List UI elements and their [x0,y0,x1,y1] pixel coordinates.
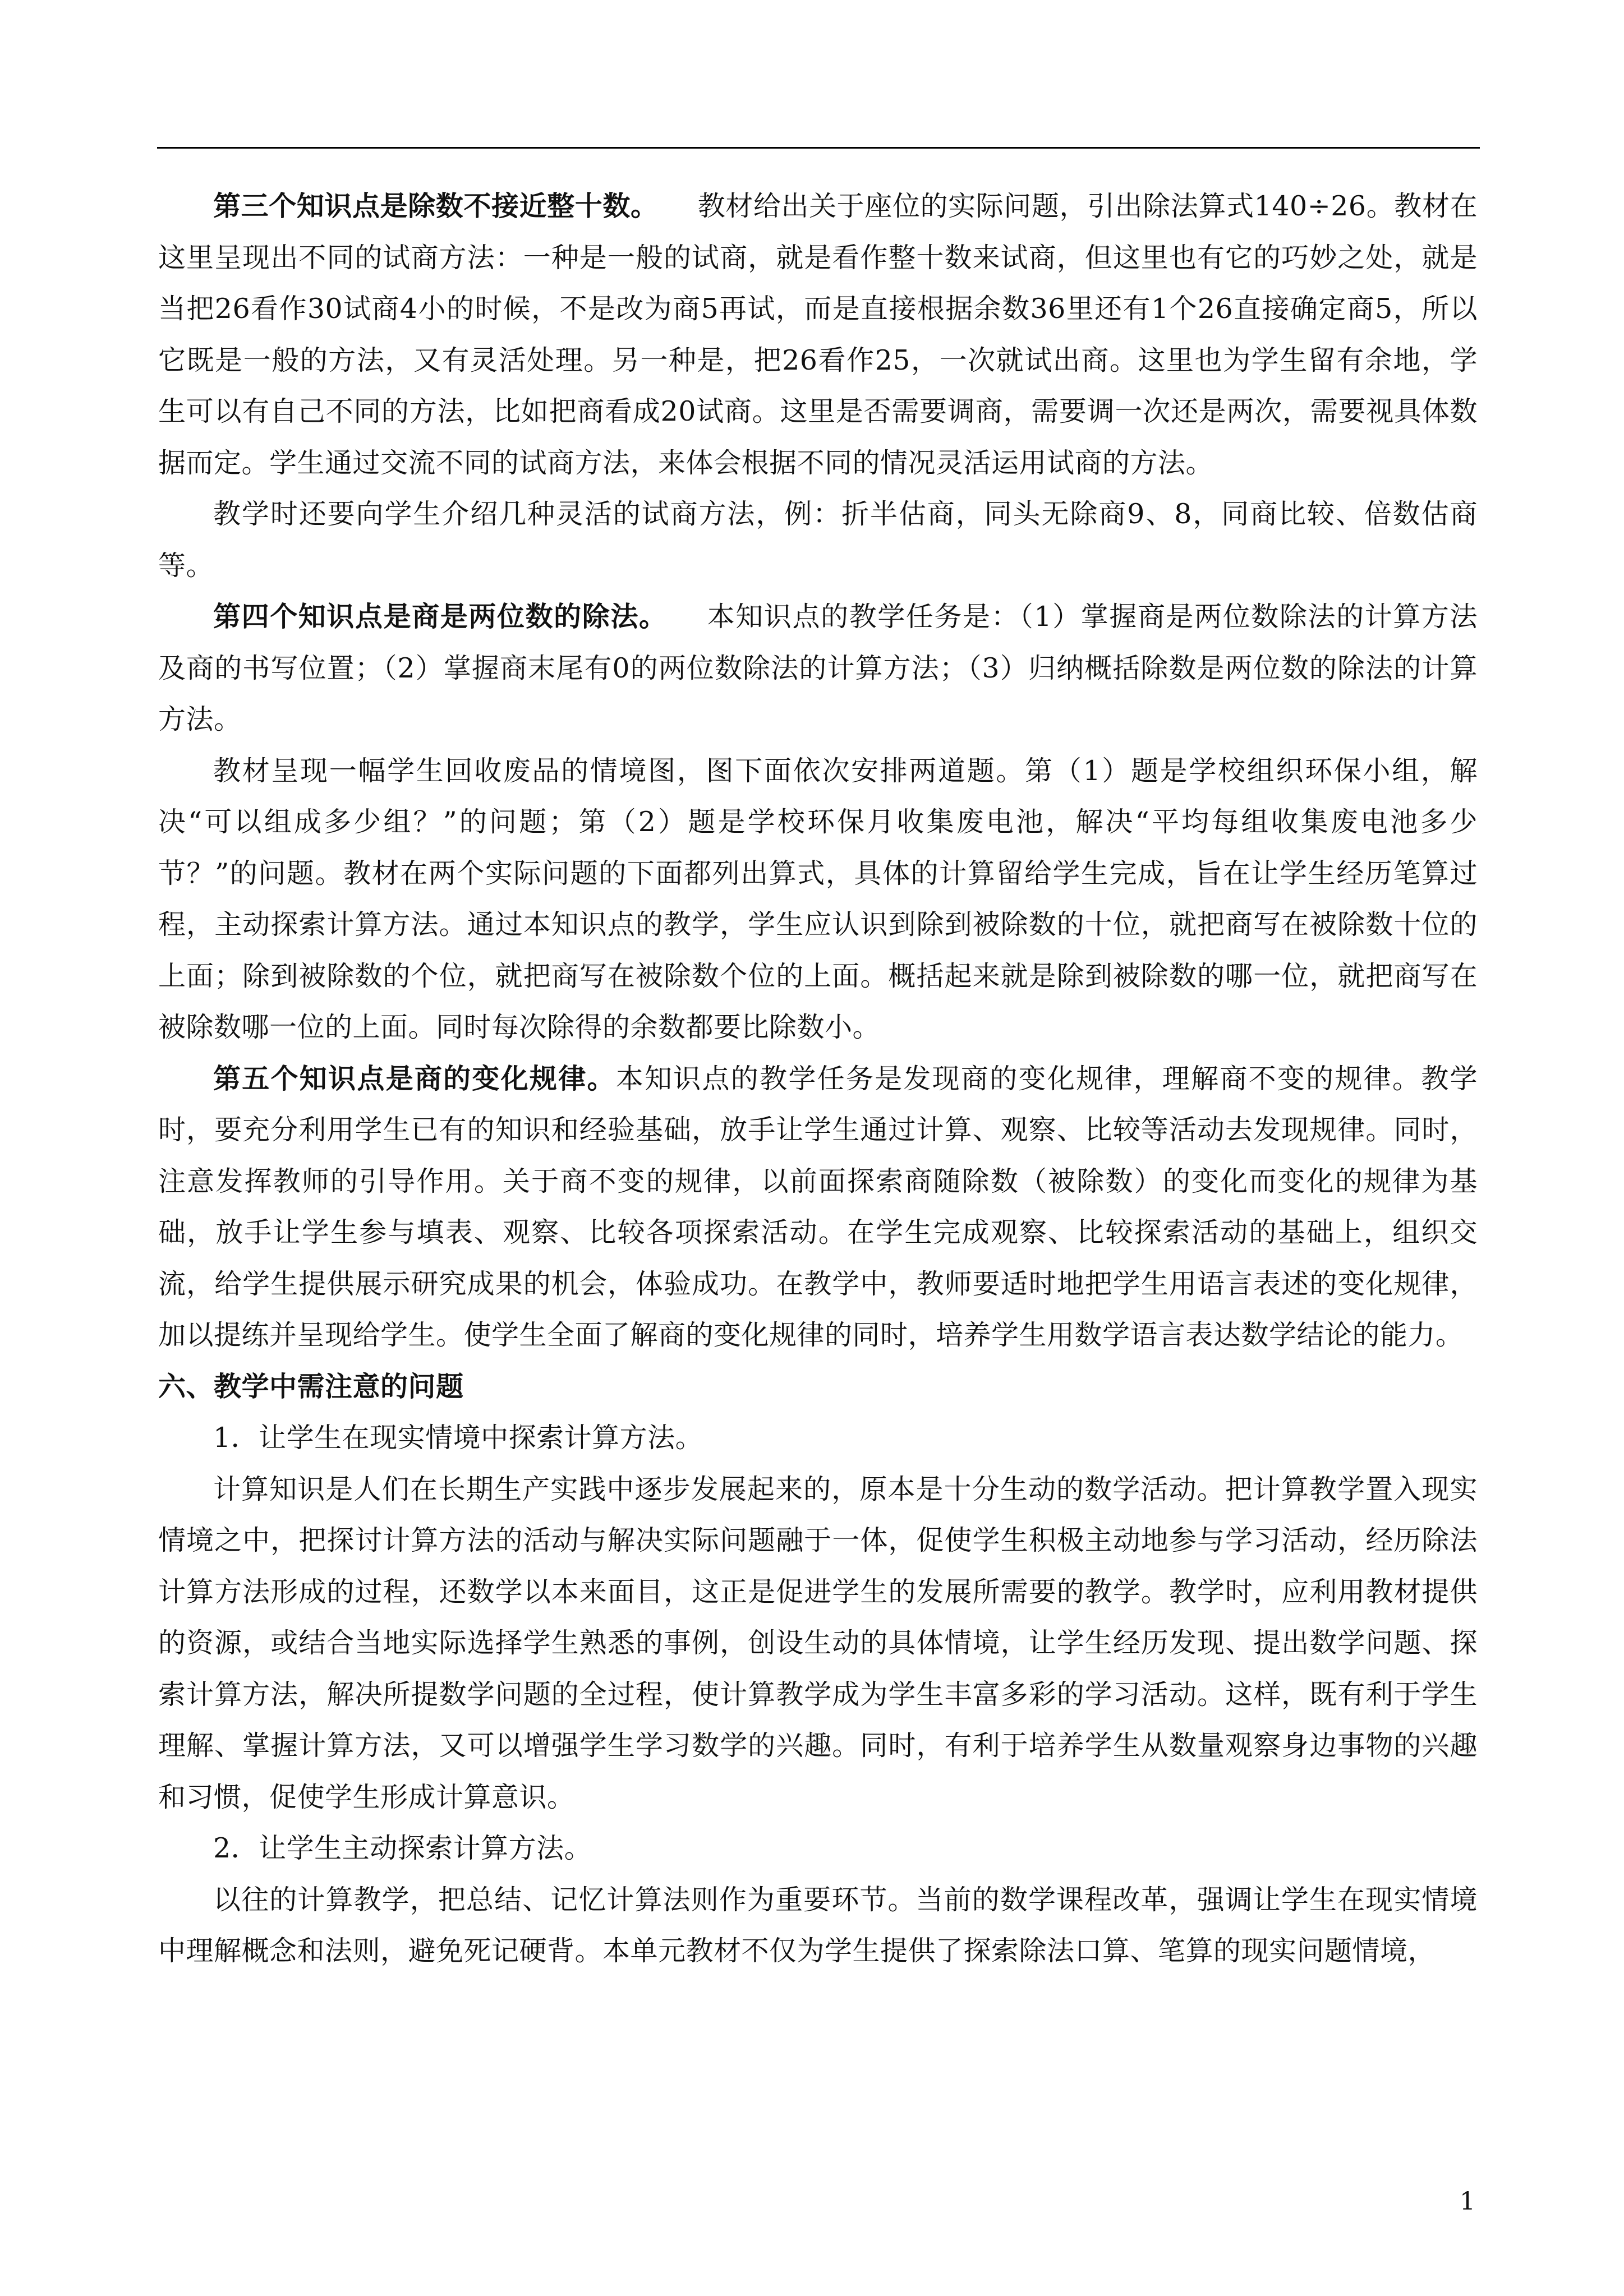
paragraph-text: 教材给出关于座位的实际问题，引出除法算式140÷26。教材在这里呈现出不同的试商方法：一种是一般的试商，就是看作整十数来试商，但这里也有它的巧妙之处，就是当把26看作30试商4小的时候，不是改为商5再试，而是直接根据余数36里还有1个26直接确定商5，所以它既是一般的方法，又有灵活处理。另一种是，把26看作25，一次就试出商。这里也为学生留有余地，学生可以有自己不同的方法，比如把商看成20试商。这里是否需要调商，需要调一次还是两次，需要视具体数据而定。学生通过交流不同的试商方法，来体会根据不同的情况灵活运用试商的方法。 [158,190,1478,479]
paragraph-text: 本知识点的教学任务是：（1）掌握商是两位数除法的计算方法及商的书写位置；（2）掌握商末尾有0的两位数除法的计算方法；（3）归纳概括除数是两位数的除法的计算方法。 [158,601,1478,735]
paragraph-lead: 第五个知识点是商的变化规律。 [213,1062,616,1095]
paragraph-recycling-scenario [158,745,1478,1053]
section-heading: 六、教学中需注意的问题 [158,1370,464,1403]
list-item-2: 2．让学生主动探索计算方法。 [213,1832,592,1864]
paragraph-knowledge-point-5 [158,1053,1478,1361]
document-body [158,181,1478,1977]
header-rule [157,147,1480,149]
paragraph-lead: 第四个知识点是商是两位数的除法。 [213,600,668,633]
paragraph-text: 本知识点的教学任务是发现商的变化规律，理解商不变的规律。教学时，要充分利用学生已有的知识和经验基础，放手让学生通过计算、观察、比较等活动去发现规律。同时，注意发挥教师的引导作用。关于商不变的规律，以前面探索商随除数（被除数）的变化而变化的规律为基础，放手让学生参与填表、观察、比较各项探索活动。在学生完成观察、比较探索活动的基础上，组织交流，给学生提供展示研究成果的机会，体验成功。在教学中，教师要适时地把学生用语言表述的变化规律，加以提练并呈现给学生。使学生全面了解商的变化规律的同时，培养学生用数学语言表达数学结论的能力。 [158,1062,1478,1351]
paragraph-real-context: 计算知识是人们在长期生产实践中逐步发展起来的，原本是十分生动的数学活动。把计算教学置入现实情境之中，把探讨计算方法的活动与解决实际问题融于一体，促使学生积极主动地参与学习活动，经历除法计算方法形成的过程，还数学以本来面目，这正是促进学生的发展所需要的教学。教学时，应利用教材提供的资源，或结合当地实际选择学生熟悉的事例，创设生动的具体情境，让学生经历发现、提出数学问题、探索计算方法，解决所提数学问题的全过程，使计算教学成为学生丰富多彩的学习活动。这样，既有利于学生理解、掌握计算方法，又可以增强学生学习数学的兴趣。同时，有利于培养学生从数量观察身边事物的兴趣和习惯，促使学生形成计算意识。 [158,1473,1478,1813]
paragraph-active-exploration: 以往的计算教学，把总结、记忆计算法则作为重要环节。当前的数学课程改革，强调让学生在现实情境中理解概念和法则，避免死记硬背。本单元教材不仅为学生提供了探索除法口算、笔算的现实问题情境， [158,1883,1478,1967]
paragraph-trial-quotient-methods [158,488,1478,591]
paragraph-text: 教学时还要向学生介绍几种灵活的试商方法，例：折半估商，同头无除商9、8，同商比较、倍数估商等。 [158,498,1478,582]
paragraph-lead: 第三个知识点是除数不接近整十数。 [213,190,659,222]
list-item-1: 1．让学生在现实情境中探索计算方法。 [213,1422,703,1454]
paragraph-text: 教材呈现一幅学生回收废品的情境图，图下面依次安排两道题。第（1）题是学校组织环保小组，解决“可以组成多少组？”的问题；第（2）题是学校环保月收集废电池，解决“平均每组收集废电池多少节？”的问题。教材在两个实际问题的下面都列出算式，具体的计算留给学生完成，旨在让学生经历笔算过程，主动探索计算方法。通过本知识点的教学，学生应认识到除到被除数的十位，就把商写在被除数十位的上面；除到被除数的个位，就把商写在被除数个位的上面。概括起来就是除到被除数的哪一位，就把商写在被除数哪一位的上面。同时每次除得的余数都要比除数小。 [158,754,1478,1043]
page-number: 1 [1460,2187,1475,2216]
paragraph-knowledge-point-4 [158,591,1478,745]
paragraph-knowledge-point-3 [158,181,1478,488]
